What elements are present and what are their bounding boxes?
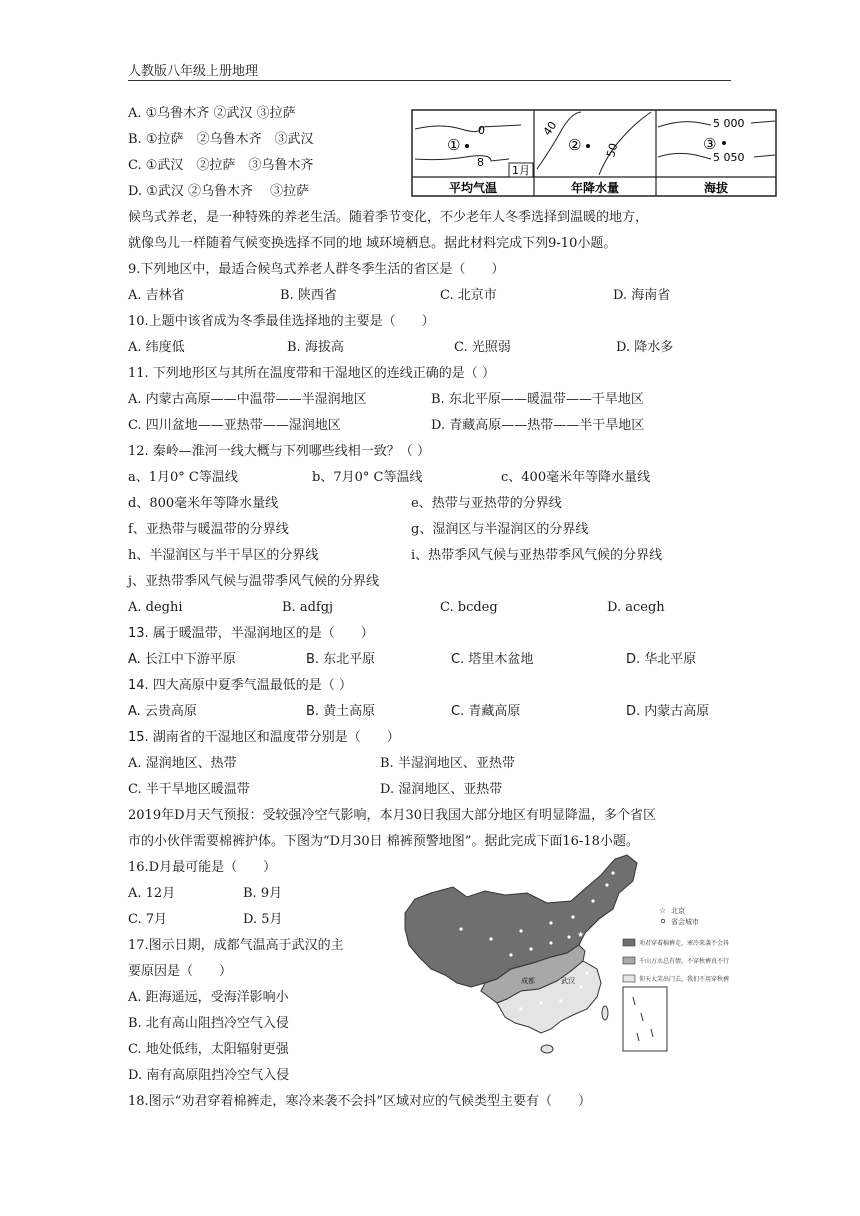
legend-capital-label: 省会城市 bbox=[671, 918, 699, 926]
q12-stem: 12. 秦岭—淮河一线大概与下列哪些线相一致？（ ） bbox=[128, 444, 430, 459]
q13-option-b: B. 东北平原 bbox=[306, 652, 376, 667]
isotherm-8-label: 8 bbox=[477, 156, 484, 169]
legend-swatch-medium bbox=[623, 957, 635, 964]
q17-option-b: B. 北有高山阻挡冷空气入侵 bbox=[128, 1016, 289, 1031]
map-south-sea-inset bbox=[623, 987, 667, 1051]
q17-option-a: A. 距海遥远，受海洋影响小 bbox=[128, 990, 289, 1005]
q17-option-d: D. 南有高原阻挡冷空气入侵 bbox=[128, 1068, 290, 1083]
intro-16-18-line1: 2019年D月天气预报：受较强冷空气影响，本月30日我国大部分地区有明显降温，多个省区 bbox=[128, 808, 657, 823]
q12-item-b: b、7月0° C等温线 bbox=[312, 470, 423, 485]
q12-option-d: D. acegh bbox=[607, 600, 665, 615]
q9-option-b: B. 陕西省 bbox=[280, 288, 337, 303]
isotherm-0-label: 0 bbox=[478, 124, 485, 137]
intro-16-18-line2: 市的小伙伴需要棉裤护体。下图为“D月30日 棉裤预警地图”。据此完成下面16-18小题。 bbox=[128, 834, 639, 849]
q10-option-d: D. 降水多 bbox=[616, 340, 674, 355]
q18-stem: 18.图示“劝君穿着棉裤走，寒冷来袭不会抖”区域对应的气候类型主要有（ ） bbox=[128, 1094, 591, 1109]
header-rule bbox=[128, 80, 731, 81]
point-2-dot bbox=[586, 144, 590, 148]
figure1-isoline-panels bbox=[411, 109, 777, 197]
panel-label-temperature: 平均气温 bbox=[448, 181, 498, 195]
q9-option-c: C. 北京市 bbox=[440, 288, 497, 303]
point-1-marker: ① bbox=[447, 136, 461, 154]
q11-option-c: C. 四川盆地——亚热带——湿润地区 bbox=[128, 418, 341, 433]
q11-option-d: D. 青藏高原——热带——半干旱地区 bbox=[431, 418, 645, 433]
q12-option-c: C. bcdeg bbox=[440, 600, 498, 615]
legend-star-icon: ☆ bbox=[659, 906, 667, 915]
q14-option-a: A. 云贵高原 bbox=[128, 704, 197, 719]
month-box-label: 1月 bbox=[512, 164, 530, 177]
legend-swatch-dark bbox=[623, 939, 635, 946]
figure2-cotton-pants-warning-map bbox=[401, 853, 765, 1055]
intro-9-10-line2: 就像鸟儿一样随着气候变换选择不同的地 域环境栖息。据此材料完成下列9-10小题。 bbox=[128, 236, 617, 251]
page-header-title: 人教版八年级上册地理 bbox=[128, 64, 259, 79]
panel-label-precipitation: 年降水量 bbox=[570, 181, 620, 195]
q12-item-f: f、亚热带与暖温带的分界线 bbox=[128, 522, 289, 537]
q14-option-c: C. 青藏高原 bbox=[451, 704, 521, 719]
point-2-marker: ② bbox=[568, 136, 582, 154]
isohyet-50-label: 50 bbox=[604, 141, 621, 159]
q14-option-d: D. 内蒙古高原 bbox=[626, 704, 710, 719]
q14-option-b: B. 黄土高原 bbox=[306, 704, 376, 719]
q13-option-d: D. 华北平原 bbox=[626, 652, 697, 667]
q10-stem: 10.上题中该省成为冬季最佳选择地的主要是（ ） bbox=[128, 314, 435, 329]
q12-item-i: i、热带季风气候与亚热带季风气候的分界线 bbox=[411, 548, 663, 563]
city-label-chengdu: 成都 bbox=[521, 977, 535, 985]
q11-option-a: A. 内蒙古高原——中温带——半湿润地区 bbox=[128, 392, 367, 407]
q9-stem: 9.下列地区中，最适合候鸟式养老人群冬季生活的省区是（ ） bbox=[128, 262, 505, 277]
q17-stem-line2: 要原因是（ ） bbox=[128, 964, 233, 979]
q17-stem-line1: 17.图示日期，成都气温高于武汉的主 bbox=[128, 938, 344, 953]
q16-option-c: C. 7月 bbox=[128, 912, 168, 927]
q10-option-a: A. 纬度低 bbox=[128, 340, 185, 355]
q15-option-d: D. 湿润地区、亚热带 bbox=[380, 782, 503, 797]
legend-label-dark: 劝君穿着棉裤走，寒冷来袭不会抖 bbox=[639, 940, 730, 947]
q12-item-g: g、湿润区与半湿润区的分界线 bbox=[411, 522, 589, 537]
isohyet-40-label: 40 bbox=[540, 119, 560, 138]
map-taiwan-island bbox=[602, 1006, 608, 1020]
q13-option-a: A. 长江中下游平原 bbox=[128, 652, 236, 667]
q14-stem: 14. 四大高原中夏季气温最低的是（ ） bbox=[128, 678, 352, 693]
q15-stem: 15. 湖南省的干湿地区和温度带分别是（ ） bbox=[128, 730, 400, 745]
q10-option-b: B. 海拔高 bbox=[287, 340, 344, 355]
contour-5000-label: 5 000 bbox=[713, 117, 745, 130]
q12-item-a: a、1月0° C等温线 bbox=[128, 470, 238, 485]
contour-5050-label: 5 050 bbox=[713, 151, 745, 164]
map-hainan-island bbox=[541, 1045, 553, 1053]
q12-item-d: d、800毫米年等降水量线 bbox=[128, 496, 279, 511]
legend-swatch-light bbox=[623, 975, 635, 982]
q17-option-c: C. 地处低纬，太阳辐射更强 bbox=[128, 1042, 289, 1057]
panel-label-elevation: 海拔 bbox=[703, 181, 729, 195]
q12-item-c: c、400毫米年等降水量线 bbox=[501, 470, 651, 485]
q16-option-d: D. 5月 bbox=[243, 912, 283, 927]
q12-item-j: j、亚热带季风气候与温带季风气候的分界线 bbox=[128, 574, 380, 589]
q12-item-e: e、热带与亚热带的分界线 bbox=[411, 496, 562, 511]
q13-stem: 13. 属于暖温带，半湿润地区的是（ ） bbox=[128, 626, 374, 641]
point-3-marker: ③ bbox=[703, 135, 717, 153]
legend-label-light: 仰天大笑出门去，我们不用穿秋裤 bbox=[639, 976, 730, 983]
legend-label-medium: 千山万水总有情，不穿秋裤真不行 bbox=[639, 958, 730, 965]
q9-option-d: D. 海南省 bbox=[613, 288, 671, 303]
q16-option-b: B. 9月 bbox=[243, 886, 283, 901]
q16-option-a: A. 12月 bbox=[128, 886, 176, 901]
q12-option-b: B. adfgj bbox=[282, 600, 334, 615]
q8-option-d: D. ①武汉 ②乌鲁木齐 ③拉萨 bbox=[128, 184, 310, 199]
legend-beijing-label: 北京 bbox=[671, 907, 685, 915]
point-1-dot bbox=[465, 144, 469, 148]
q11-stem: 11. 下列地形区与其所在温度带和干湿地区的连线正确的是（ ） bbox=[128, 366, 495, 381]
beijing-star-marker: ★ bbox=[577, 930, 585, 939]
q8-option-b: B. ①拉萨 ②乌鲁木齐 ③武汉 bbox=[128, 132, 314, 147]
q12-option-a: A. deghi bbox=[128, 600, 183, 615]
q8-option-a: A. ①乌鲁木齐 ②武汉 ③拉萨 bbox=[128, 106, 296, 121]
q8-option-c: C. ①武汉 ②拉萨 ③乌鲁木齐 bbox=[128, 158, 314, 173]
q15-option-a: A. 湿润地区、热带 bbox=[128, 756, 237, 771]
q12-item-h: h、半湿润区与半干旱区的分界线 bbox=[128, 548, 319, 563]
q10-option-c: C. 光照弱 bbox=[454, 340, 511, 355]
city-label-wuhan: 武汉 bbox=[561, 977, 575, 985]
q16-stem: 16.D月最可能是（ ） bbox=[128, 860, 277, 875]
q9-option-a: A. 吉林省 bbox=[128, 288, 185, 303]
q13-option-c: C. 塔里木盆地 bbox=[451, 652, 534, 667]
point-3-dot bbox=[722, 141, 726, 145]
intro-9-10-line1: 候鸟式养老，是一种特殊的养老生活。随着季节变化，不少老年人冬季选择到温暖的地方， bbox=[128, 210, 649, 225]
q15-option-b: B. 半湿润地区、亚热带 bbox=[380, 756, 515, 771]
q15-option-c: C. 半干旱地区暖温带 bbox=[128, 782, 250, 797]
q11-option-b: B. 东北平原——暖温带——干旱地区 bbox=[431, 392, 644, 407]
